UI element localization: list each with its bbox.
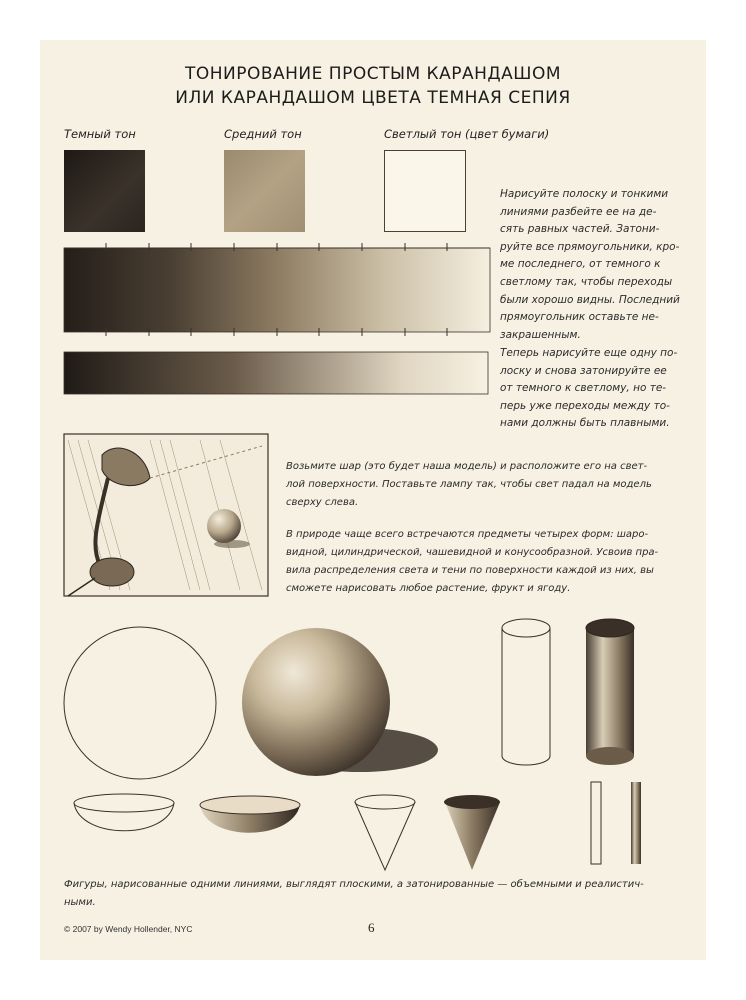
lamp-setup-paragraph <box>286 458 706 512</box>
paragraph-line: вила распределения света и тени по поверхности каждой из них, вы <box>286 565 654 576</box>
outline-circle <box>64 627 216 779</box>
paragraph-line: лой поверхности. Поставьте лампу так, чтобы свет падал на модель <box>286 479 652 490</box>
paragraph-line: В природе чаще всего встречаются предметы четырех форм: шаро- <box>286 529 649 540</box>
stepped-tone-stripe <box>64 243 490 336</box>
outline-bowl <box>74 794 174 831</box>
outline-cone <box>355 795 415 870</box>
paragraph-line: нами должны быть плавными. <box>500 417 670 430</box>
page-number: 6 <box>368 920 375 935</box>
paragraph-line: закрашенным. <box>500 328 581 341</box>
mid-tone-label: Средний тон <box>224 127 302 141</box>
four-forms-paragraph <box>286 526 706 598</box>
paragraph-line: Фигуры, нарисованные одними линиями, выглядят плоскими, а затонированные — объемными и реалистич- <box>64 879 644 890</box>
paragraph-line: были хорошо видны. Последний <box>500 293 680 306</box>
paragraph-line: сверху слева. <box>286 497 359 508</box>
paragraph-line: ными. <box>64 897 96 908</box>
paragraph-line: Нарисуйте полоску и тонкими <box>500 188 669 200</box>
shaded-cylinder <box>586 619 634 765</box>
paragraph-line: Возьмите шар (это будет наша модель) и расположите его на свет- <box>286 461 648 472</box>
shaded-cone <box>444 795 500 870</box>
outline-thin-rod <box>591 782 601 864</box>
shaded-bowl <box>200 796 300 833</box>
paragraph-line: прямоугольник оставьте не- <box>500 311 659 324</box>
outline-cylinder <box>502 619 550 765</box>
shaded-thin-rod <box>631 782 641 864</box>
page-title-line-2: ИЛИ КАРАНДАШОМ ЦВЕТА ТЕМНАЯ СЕПИЯ <box>175 88 571 108</box>
figures-caption <box>64 876 694 912</box>
page-title-line-1: ТОНИРОВАНИЕ ПРОСТЫМ КАРАНДАШОМ <box>184 64 562 84</box>
paragraph-line: лоску и снова затонируйте ее <box>500 364 667 377</box>
paragraph-line: светлому так, чтобы переходы <box>500 275 673 288</box>
paragraph-line: видной, цилиндрической, чашевидной и конусообразной. Усвоив пра- <box>286 547 659 558</box>
smooth-tone-stripe <box>64 352 488 394</box>
paragraph-line: от темного к светлому, но те- <box>500 382 667 395</box>
shaded-sphere <box>242 628 438 776</box>
light-tone-label: Светлый тон (цвет бумаги) <box>384 127 550 141</box>
dark-tone-label: Темный тон <box>64 127 136 141</box>
paragraph-line: руйте все прямоугольники, кро- <box>500 240 680 253</box>
paragraph-line: Теперь нарисуйте еще одну по- <box>500 347 678 359</box>
paragraph-line: линиями разбейте ее на де- <box>500 205 657 218</box>
lamp-and-ball-sketch <box>64 434 268 596</box>
copyright-notice: © 2007 by Wendy Hollender, NYC <box>64 924 193 934</box>
paragraph-line: перь уже переходы между то- <box>500 399 670 412</box>
paragraph-line: сможете нарисовать любое растение, фрукт и ягоду. <box>286 583 571 594</box>
paragraph-line: ме последнего, от темного к <box>500 258 661 271</box>
paragraph-line: сять равных частей. Затони- <box>500 223 660 236</box>
